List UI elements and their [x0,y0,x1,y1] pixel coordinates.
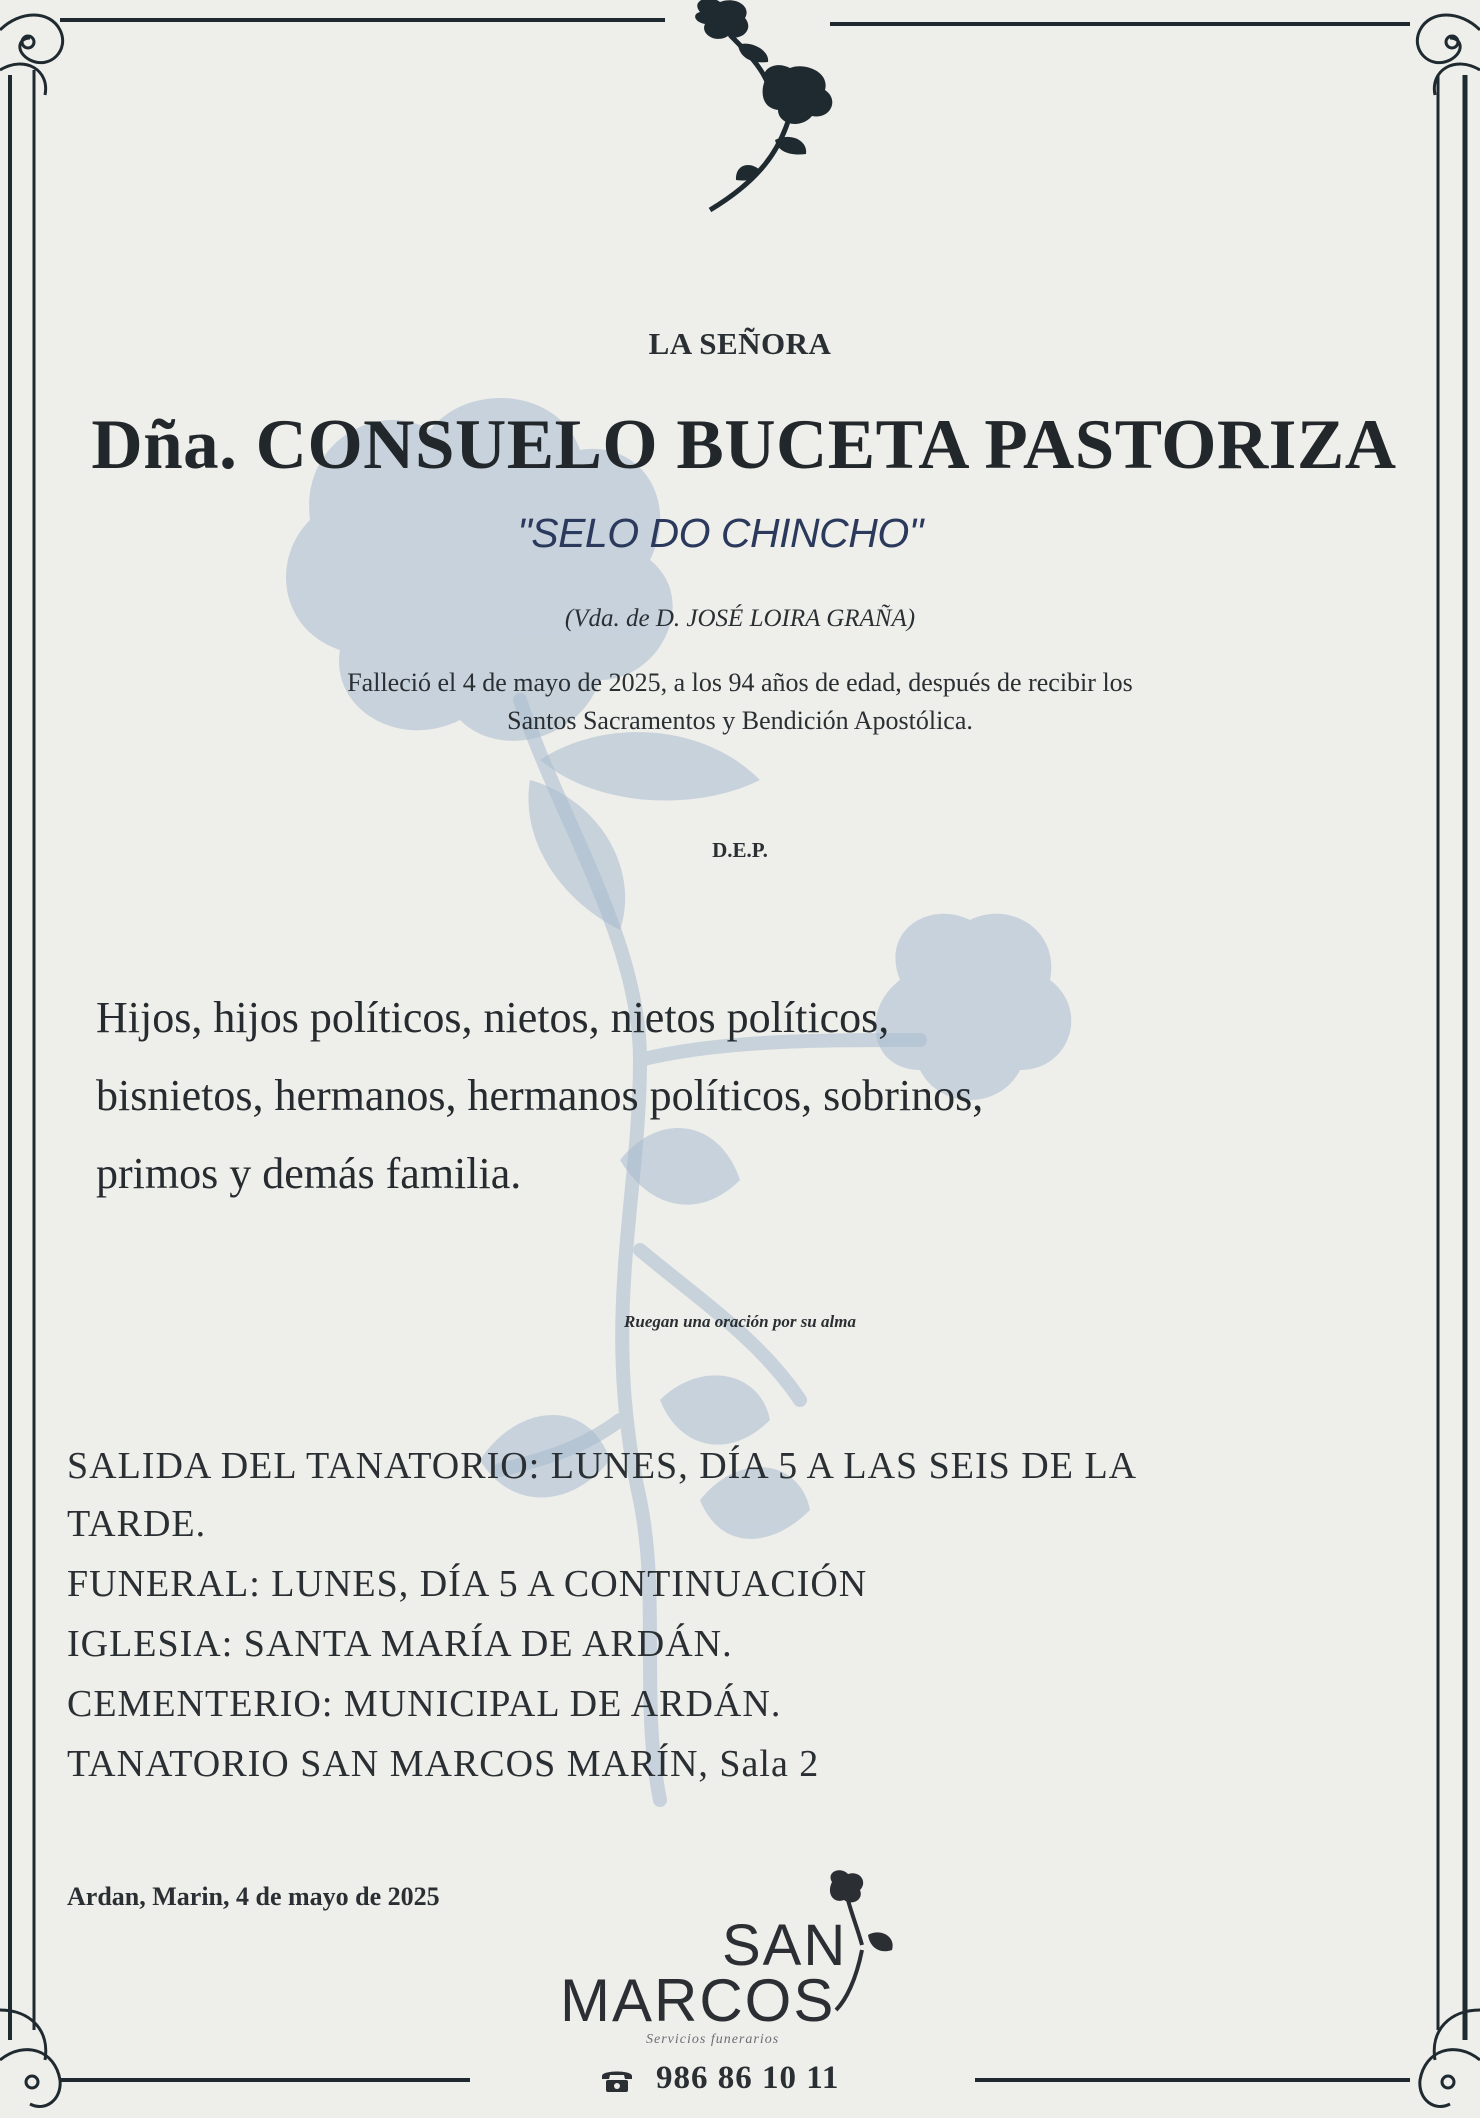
honorific-label: LA SEÑORA [648,326,832,361]
phone-icon [600,2068,634,2094]
service-line: IGLESIA: SANTA MARÍA DE ARDÁN. [67,1623,733,1665]
place-and-date: Ardan, Marin, 4 de mayo de 2025 [67,1882,440,1911]
family-line-2: bisnietos, hermanos, hermanos políticos, sobrinos, [96,1071,984,1120]
service-line: CEMENTERIO: MUNICIPAL DE ARDÁN. [67,1683,782,1725]
service-line: TARDE. [67,1503,207,1545]
deceased-name: Dña. CONSUELO BUCETA PASTORIZA [91,406,1397,484]
service-line: TANATORIO SAN MARCOS MARÍN, Sala 2 [67,1743,820,1785]
family-line-3: primos y demás familia. [96,1149,522,1198]
nickname: "SELO DO CHINCHO" [517,510,923,556]
death-notice-line-2: Santos Sacramentos y Bendición Apostólica. [507,706,973,735]
top-flower-icon [695,0,832,210]
death-notice-line-1: Falleció el 4 de mayo de 2025, a los 94 años de edad, después de recibir los [347,668,1133,697]
phone-number: 986 86 10 11 [656,2060,840,2096]
logo-text-san: SAN [722,1913,848,1978]
logo-text-marcos: MARCOS [560,1967,836,2034]
rip-label: D.E.P. [712,838,768,862]
service-line: FUNERAL: LUNES, DÍA 5 A CONTINUACIÓN [67,1563,868,1605]
service-line: SALIDA DEL TANATORIO: LUNES, DÍA 5 A LAS SEIS DE LA [67,1445,1138,1487]
widow-of-line: (Vda. de D. JOSÉ LOIRA GRAÑA) [564,605,916,632]
logo-subtitle: Servicios funerarios [646,2032,780,2047]
corner-ornament-top-right-icon [1417,15,1480,95]
corner-ornament-bottom-right-icon [1420,2010,1480,2107]
family-line-1: Hijos, hijos políticos, nietos, nietos políticos, [96,993,890,1042]
prayer-request: Ruegan una oración por su alma [624,1312,856,1331]
